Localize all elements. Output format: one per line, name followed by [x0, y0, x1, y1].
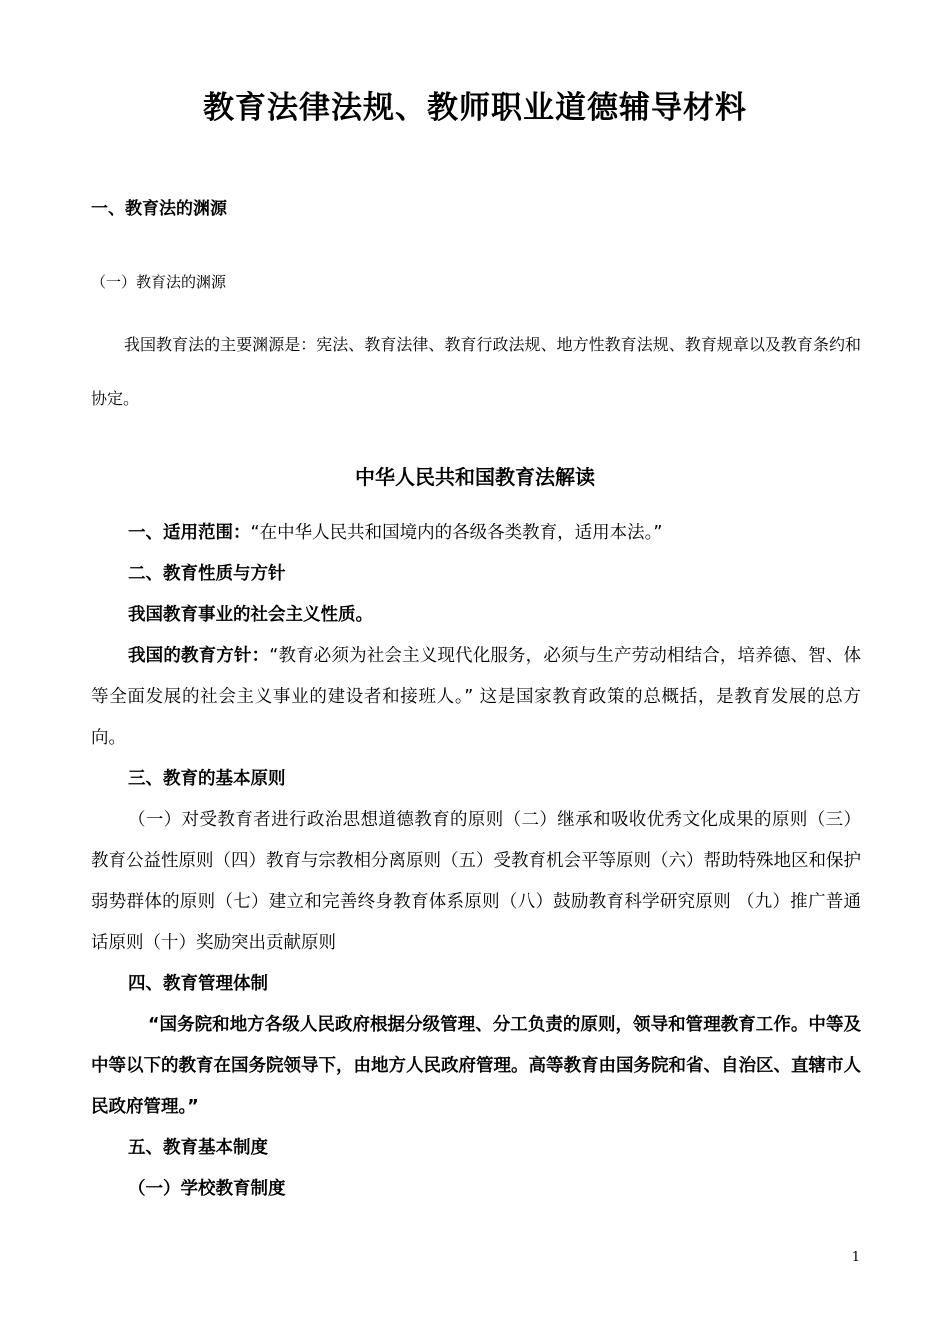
scope-paragraph: [91, 513, 861, 554]
policy-label: 我国的教育方针：: [128, 646, 270, 666]
nature-heading: 二、教育性质与方针: [128, 564, 286, 584]
document-title: 教育法律法规、教师职业道德辅导材料: [203, 90, 747, 126]
page-number: 1: [851, 1250, 860, 1265]
policy-paragraph: [91, 636, 861, 759]
scope-label: 一、适用范围：: [128, 523, 251, 543]
principles-text: （一）对受教育者进行政治思想道德教育的原则（二）继承和吸收优秀文化成果的原则（三）教育公益性原则（四）教育与宗教相分离原则（五）受教育机会平等原则（六）帮助特殊地区和保护弱势群体的原则（七）建立和完善终身教育体系原则（八）鼓励教育科学研究原则 （九）推广普通话原则（十）奖励突出贡献原则: [91, 810, 861, 953]
scope-text: “在中华人民共和国境内的各级各类教育，适用本法。”: [250, 523, 663, 543]
policy-text: “教育必须为社会主义现代化服务，必须与生产劳动相结合，培养德、智、体等全面发展的社会主义事业的建设者和接班人。” 这是国家教育政策的总概括，是教育发展的总方向。: [91, 646, 861, 748]
nature-text: 我国教育事业的社会主义性质。: [128, 605, 373, 625]
section-title-law-interpretation: 中华人民共和国教育法解读: [355, 465, 595, 489]
management-text: “国务院和地方各级人民政府根据分级管理、分工负责的原则，领导和管理教育工作。中等及中等以下的教育在国务院领导下，由地方人民政府管理。高等教育由国务院和省、自治区、直辖市人民政府管理。”: [91, 1015, 861, 1117]
subheading-sources: （一）教育法的渊源: [91, 273, 227, 291]
management-heading: 四、教育管理体制: [128, 974, 268, 994]
system-heading: 五、教育基本制度: [128, 1138, 268, 1158]
paragraph-sources: 我国教育法的主要渊源是：宪法、教育法律、教育行政法规、地方性教育法规、教育规章以及教育条约和协定。: [91, 335, 861, 408]
school-system-heading: （一）学校教育制度: [128, 1179, 286, 1199]
section-heading-sources: 一、教育法的渊源: [91, 199, 227, 219]
law-interpretation-body: [91, 513, 861, 1210]
principles-heading: 三、教育的基本原则: [128, 769, 286, 789]
